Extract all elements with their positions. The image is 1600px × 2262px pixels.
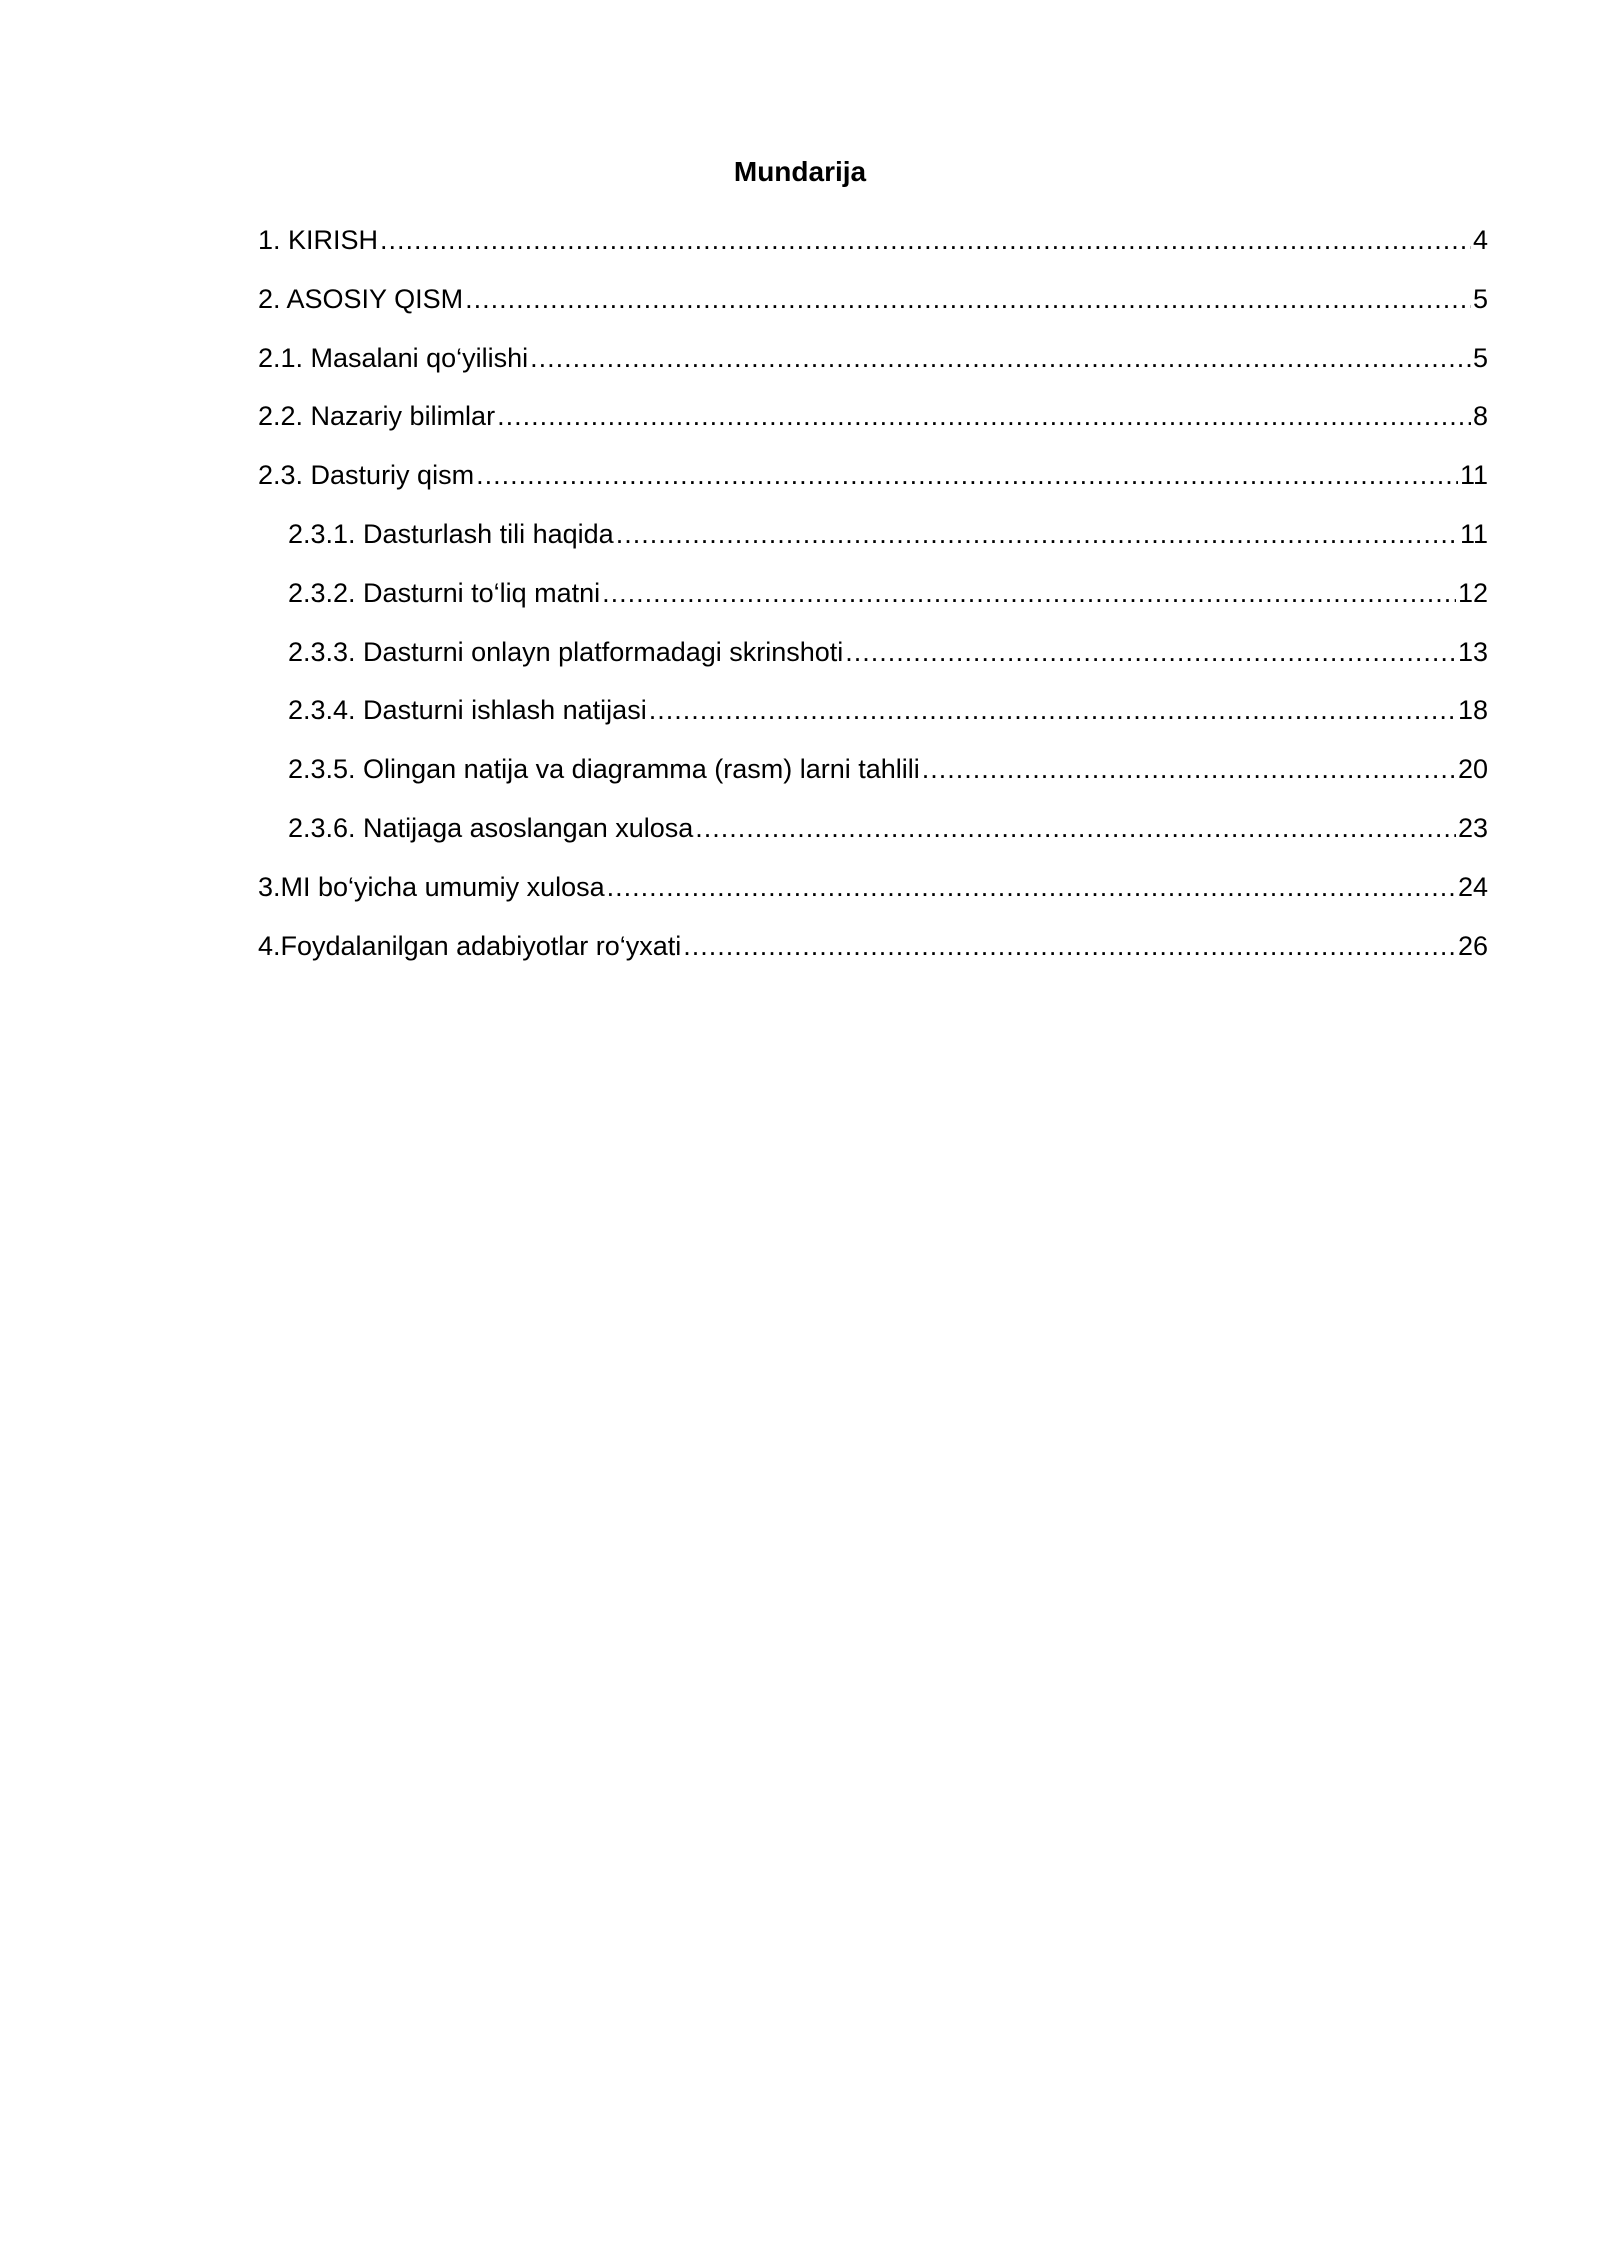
toc-dot-leader: [922, 749, 1456, 789]
toc-entry[interactable]: [258, 396, 1488, 455]
toc-entry-page: 18: [1457, 695, 1488, 726]
toc-entry[interactable]: [258, 749, 1488, 808]
toc-dot-leader: [465, 279, 1471, 319]
toc-entry-page: 23: [1457, 812, 1488, 843]
toc-entry[interactable]: [258, 279, 1488, 338]
toc-dot-leader: [530, 338, 1471, 378]
toc-entry-label: 2.3.4. Dasturni ishlash natijasi: [288, 695, 647, 726]
toc-entry-page: 12: [1457, 577, 1488, 608]
toc-entry-page: 11: [1459, 518, 1488, 549]
toc-entry-label: 1. KIRISH: [258, 225, 379, 255]
toc-dot-leader: [649, 690, 1456, 730]
toc-entry-page: 8: [1472, 401, 1488, 432]
toc-dot-leader: [602, 573, 1456, 613]
toc-dot-leader: [497, 396, 1471, 436]
toc-entry-label: 2.3. Dasturiy qism: [258, 460, 475, 491]
toc-entry[interactable]: [258, 573, 1488, 632]
table-of-contents: [258, 220, 1488, 984]
toc-entry-label: 2.3.2. Dasturni to‘liq matni: [288, 577, 601, 608]
toc-entry[interactable]: [258, 220, 1488, 279]
toc-entry[interactable]: [258, 338, 1488, 397]
toc-dot-leader: [616, 514, 1458, 554]
toc-entry[interactable]: [258, 632, 1488, 691]
toc-entry[interactable]: [258, 514, 1488, 573]
toc-dot-leader: [607, 867, 1456, 907]
toc-entry-label: 3.MI bo‘yicha umumiy xulosa: [258, 871, 605, 902]
toc-dot-leader: [845, 632, 1456, 672]
toc-entry-label: 2.3.3. Dasturni onlayn platformadagi skrinshoti: [288, 636, 844, 667]
toc-entry-label: 2.2. Nazariy bilimlar: [258, 401, 496, 432]
toc-entry-label: 2.1. Masalani qo‘yilishi: [258, 342, 529, 373]
toc-dot-leader: [476, 455, 1458, 495]
toc-entry[interactable]: [258, 690, 1488, 749]
toc-entry-page: 4: [1472, 225, 1488, 255]
toc-dot-leader: [380, 220, 1471, 260]
toc-entry-label: 2.3.5. Olingan natija va diagramma (rasm) larni tahlili: [288, 754, 920, 785]
toc-entry-page: 20: [1457, 754, 1488, 785]
toc-entry[interactable]: [258, 455, 1488, 514]
toc-entry[interactable]: [258, 808, 1488, 867]
toc-entry-page: 5: [1472, 342, 1488, 373]
toc-entry-label: 2.3.6. Natijaga asoslangan xulosa: [288, 812, 694, 843]
toc-entry-label: 4.Foydalanilgan adabiyotlar ro‘yxati: [258, 930, 682, 961]
toc-entry-page: 11: [1459, 460, 1488, 491]
toc-entry-page: 24: [1457, 871, 1488, 902]
toc-entry-page: 5: [1472, 283, 1488, 314]
toc-dot-leader: [695, 808, 1456, 848]
toc-entry-page: 26: [1457, 930, 1488, 961]
toc-entry-label: 2.3.1. Dasturlash tili haqida: [288, 518, 614, 549]
toc-entry[interactable]: [258, 867, 1488, 926]
toc-entry-page: 13: [1457, 636, 1488, 667]
toc-entry-label: 2. ASOSIY QISM: [258, 283, 464, 314]
toc-dot-leader: [683, 926, 1456, 966]
page-title: Mundarija: [733, 156, 867, 187]
toc-entry[interactable]: [258, 926, 1488, 985]
